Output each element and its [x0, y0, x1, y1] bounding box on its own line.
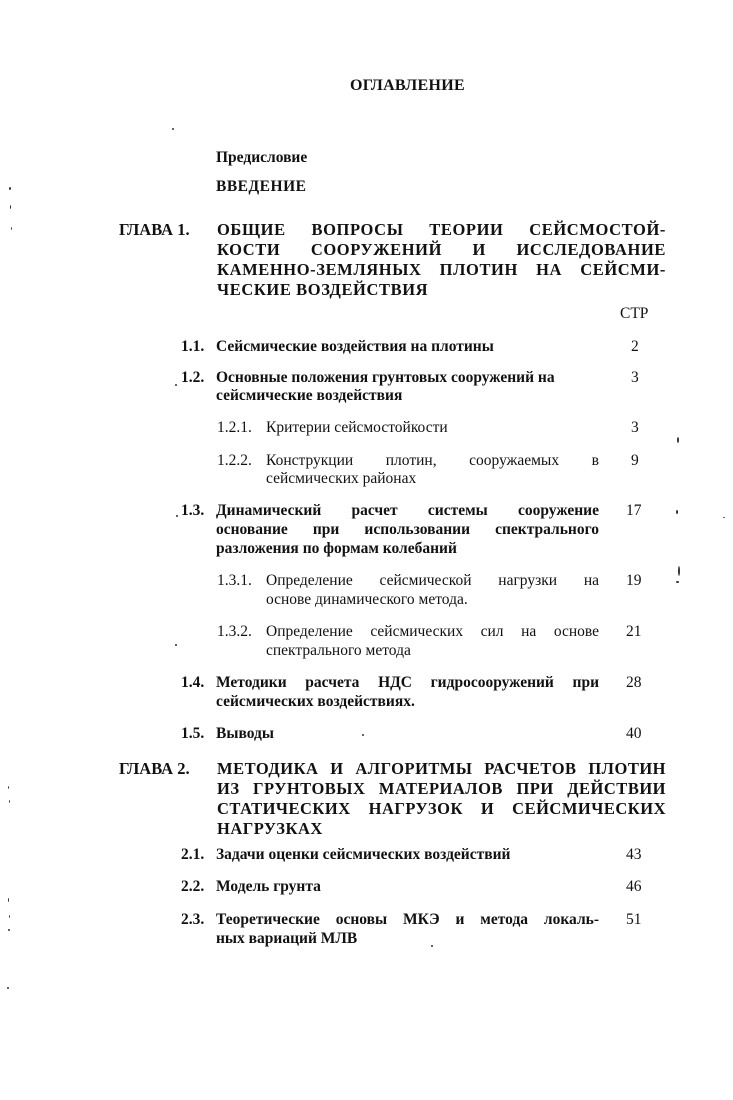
- section-number: 1.5.: [181, 725, 205, 742]
- scan-speck: [362, 734, 364, 736]
- section-title: Теоретические основы МКЭ и метода локаль-: [216, 911, 599, 928]
- subsection-title: сейсмических районах: [266, 470, 417, 487]
- section-title: Задачи оценки сейсмических воздействий: [216, 846, 511, 863]
- scan-speck: [677, 437, 679, 443]
- section-number: 1.3.: [181, 502, 205, 519]
- section-title: Модель грунта: [216, 878, 321, 895]
- page-title: ОГЛАВЛЕНИЕ: [350, 77, 465, 94]
- subsection-title: Определение сейсмических сил на основе: [266, 623, 599, 640]
- section-number: 2.3.: [181, 911, 205, 928]
- subsection-title: Определение сейсмической нагрузки на: [266, 572, 599, 589]
- section-number: 2.1.: [181, 846, 205, 863]
- scan-speck: [723, 517, 725, 518]
- chapter1-title-line: КАМЕННО-ЗЕМЛЯНЫХ ПЛОТИН НА СЕЙСМИ-: [217, 260, 666, 279]
- page-number: 21: [626, 623, 642, 640]
- section-number: 1.2.: [181, 369, 205, 386]
- section-title: сейсмических воздействиях.: [216, 693, 415, 710]
- scan-speck: [678, 566, 680, 576]
- subsection-title: Конструкции плотин, сооружаемых в: [266, 452, 599, 469]
- scan-speck: [10, 205, 11, 209]
- intro-entry: ВВЕДЕНИЕ: [216, 178, 307, 195]
- section-title: Сейсмические воздействия на плотины: [216, 338, 494, 355]
- page-number: 19: [626, 572, 642, 589]
- section-title: Динамический расчет системы сооружение: [216, 502, 599, 519]
- page-number: 9: [631, 452, 639, 469]
- page-column-header: СТР: [620, 305, 649, 322]
- scan-speck: [9, 800, 10, 803]
- section-title: основание при использовании спектрального: [216, 521, 599, 538]
- scan-speck: [175, 384, 177, 386]
- scan-speck: [175, 644, 177, 646]
- page-number: 43: [626, 846, 642, 863]
- chapter2-title-line: ИЗ ГРУНТОВЫХ МАТЕРИАЛОВ ПРИ ДЕЙСТВИИ: [217, 779, 666, 798]
- chapter2-title-line: СТАТИЧЕСКИХ НАГРУЗОК И СЕЙСМИЧЕСКИХ: [217, 799, 666, 818]
- section-title: Выводы: [216, 725, 274, 742]
- scan-speck: [676, 581, 679, 583]
- chapter2-title-line: НАГРУЗКАХ: [217, 819, 323, 838]
- scan-speck: [8, 786, 9, 789]
- scan-speck: [11, 227, 12, 230]
- page-number: 51: [626, 911, 642, 928]
- subsection-title: основе динамического метода.: [266, 591, 468, 608]
- section-title: сейсмические воздействия: [216, 387, 403, 404]
- scan-speck: [7, 987, 9, 989]
- section-number: 1.1.: [181, 338, 205, 355]
- chapter2-label: ГЛАВА 2.: [119, 759, 190, 778]
- section-title: разложения по формам колебаний: [216, 540, 457, 557]
- section-title: Основные положения грунтовых сооружений на: [216, 369, 555, 386]
- scan-speck: [8, 898, 9, 902]
- scan-speck: [8, 929, 10, 931]
- scan-speck: [172, 128, 174, 130]
- scan-speck: [431, 945, 433, 947]
- chapter1-title-line: КОСТИ СООРУЖЕНИЙ И ИССЛЕДОВАНИЕ: [217, 240, 666, 259]
- page-number: 28: [626, 674, 642, 691]
- subsection-number: 1.3.2.: [217, 623, 252, 640]
- chapter1-title-line: ОБЩИЕ ВОПРОСЫ ТЕОРИИ СЕЙСМОСТОЙ-: [217, 220, 666, 239]
- chapter2-title-line: МЕТОДИКА И АЛГОРИТМЫ РАСЧЕТОВ ПЛОТИН: [217, 759, 666, 778]
- section-number: 2.2.: [181, 878, 205, 895]
- page-number: 2: [631, 338, 639, 355]
- subsection-number: 1.2.1.: [217, 419, 252, 436]
- page-number: 3: [631, 369, 639, 386]
- chapter1-label: ГЛАВА 1.: [119, 220, 190, 239]
- page-number: 17: [626, 502, 642, 519]
- scan-speck: [9, 187, 11, 190]
- section-number: 1.4.: [181, 674, 205, 691]
- chapter1-title-line: ЧЕСКИЕ ВОЗДЕЙСТВИЯ: [217, 280, 429, 299]
- section-title: ных вариаций МЛВ: [216, 930, 358, 947]
- page-number: 46: [626, 878, 642, 895]
- scan-speck: [676, 510, 678, 514]
- subsection-number: 1.3.1.: [217, 572, 252, 589]
- page-number: 40: [626, 725, 642, 742]
- preface-entry: Предисловие: [216, 149, 308, 166]
- subsection-title: спектрального метода: [266, 642, 411, 659]
- subsection-number: 1.2.2.: [217, 452, 252, 469]
- section-title: Методики расчета НДС гидросооружений при: [216, 674, 599, 691]
- scan-speck: [9, 915, 10, 918]
- subsection-title: Критерии сейсмостойкости: [266, 419, 448, 436]
- scan-speck: [176, 515, 178, 517]
- page-number: 3: [631, 419, 639, 436]
